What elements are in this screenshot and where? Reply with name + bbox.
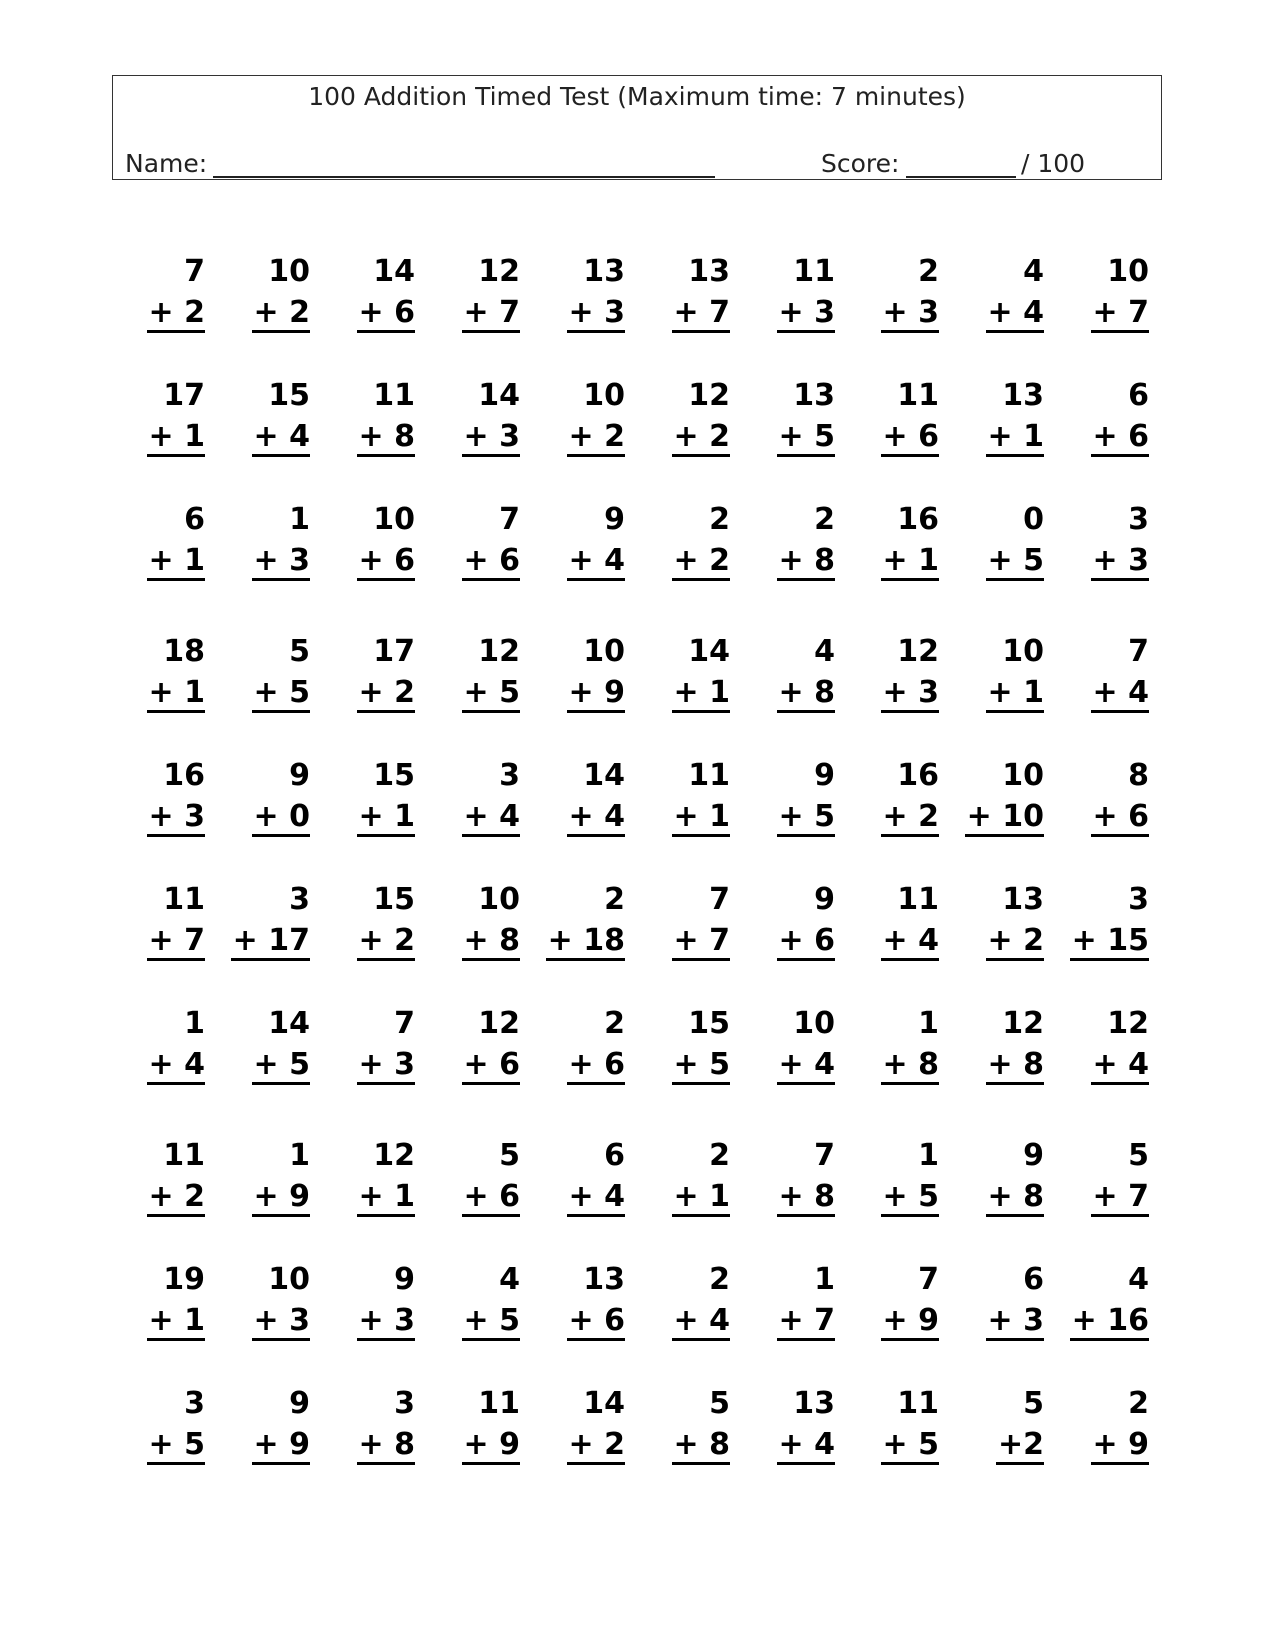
bottom-addend: + 5 [462, 676, 520, 713]
top-addend: 13 [1002, 882, 1044, 917]
bottom-addend: + 3 [357, 1048, 415, 1085]
top-addend: 19 [163, 1262, 205, 1297]
bottom-addend: + 0 [252, 800, 310, 837]
bottom-addend: + 6 [462, 1048, 520, 1085]
top-addend: 3 [289, 882, 310, 917]
top-addend: 5 [1128, 1138, 1149, 1173]
bottom-addend: + 1 [147, 676, 205, 713]
top-addend: 9 [814, 758, 835, 793]
top-addend: 11 [163, 1138, 205, 1173]
top-addend: 13 [1002, 378, 1044, 413]
top-addend: 10 [583, 634, 625, 669]
bottom-addend: + 4 [777, 1048, 835, 1085]
top-addend: 10 [583, 378, 625, 413]
bottom-addend: + 6 [462, 544, 520, 581]
top-addend: 12 [478, 634, 520, 669]
top-addend: 1 [289, 1138, 310, 1173]
bottom-addend: + 4 [567, 1180, 625, 1217]
bottom-addend: + 3 [986, 1304, 1044, 1341]
page-title: 100 Addition Timed Test (Maximum time: 7 minutes) [308, 82, 966, 111]
top-addend: 9 [814, 882, 835, 917]
top-addend: 5 [1023, 1386, 1044, 1421]
bottom-addend: + 4 [462, 800, 520, 837]
top-addend: 13 [688, 254, 730, 289]
top-addend: 14 [373, 254, 415, 289]
bottom-addend: + 3 [252, 544, 310, 581]
top-addend: 7 [184, 254, 205, 289]
top-addend: 17 [163, 378, 205, 413]
top-addend: 9 [604, 502, 625, 537]
bottom-addend: + 4 [1091, 1048, 1149, 1085]
top-addend: 8 [1128, 758, 1149, 793]
bottom-addend: + 5 [881, 1428, 939, 1465]
top-addend: 2 [709, 1262, 730, 1297]
top-addend: 15 [688, 1006, 730, 1041]
bottom-addend: + 9 [252, 1428, 310, 1465]
bottom-addend: + 9 [881, 1304, 939, 1341]
top-addend: 7 [814, 1138, 835, 1173]
top-addend: 6 [604, 1138, 625, 1173]
top-addend: 10 [793, 1006, 835, 1041]
bottom-addend: + 2 [147, 296, 205, 333]
top-addend: 3 [1128, 502, 1149, 537]
bottom-addend: + 2 [672, 544, 730, 581]
bottom-addend: + 4 [567, 544, 625, 581]
top-addend: 6 [1023, 1262, 1044, 1297]
top-addend: 16 [897, 502, 939, 537]
bottom-addend: + 1 [147, 1304, 205, 1341]
bottom-addend: + 6 [462, 1180, 520, 1217]
top-addend: 11 [897, 378, 939, 413]
top-addend: 13 [583, 1262, 625, 1297]
bottom-addend: + 6 [1091, 800, 1149, 837]
top-addend: 11 [373, 378, 415, 413]
bottom-addend: + 1 [672, 676, 730, 713]
top-addend: 17 [373, 634, 415, 669]
bottom-addend: + 8 [357, 1428, 415, 1465]
bottom-addend: + 2 [986, 924, 1044, 961]
bottom-addend: + 5 [881, 1180, 939, 1217]
bottom-addend: + 1 [357, 1180, 415, 1217]
bottom-addend: + 2 [357, 924, 415, 961]
top-addend: 11 [478, 1386, 520, 1421]
bottom-addend: + 4 [881, 924, 939, 961]
bottom-addend: + 5 [252, 1048, 310, 1085]
bottom-addend: + 3 [567, 296, 625, 333]
name-label: Name: [125, 149, 208, 178]
bottom-addend: + 8 [986, 1048, 1044, 1085]
top-addend: 12 [897, 634, 939, 669]
top-addend: 11 [793, 254, 835, 289]
bottom-addend: + 10 [965, 800, 1044, 837]
bottom-addend: + 7 [462, 296, 520, 333]
bottom-addend: + 1 [986, 420, 1044, 457]
top-addend: 11 [163, 882, 205, 917]
bottom-addend: + 18 [546, 924, 625, 961]
bottom-addend: + 9 [462, 1428, 520, 1465]
bottom-addend: + 6 [567, 1304, 625, 1341]
top-addend: 12 [688, 378, 730, 413]
top-addend: 4 [814, 634, 835, 669]
bottom-addend: + 2 [672, 420, 730, 457]
top-addend: 14 [583, 1386, 625, 1421]
bottom-addend: +2 [996, 1428, 1044, 1465]
bottom-addend: + 3 [462, 420, 520, 457]
bottom-addend: + 5 [777, 800, 835, 837]
top-addend: 7 [918, 1262, 939, 1297]
top-addend: 10 [478, 882, 520, 917]
bottom-addend: + 7 [147, 924, 205, 961]
top-addend: 4 [1023, 254, 1044, 289]
bottom-addend: + 8 [462, 924, 520, 961]
bottom-addend: + 5 [252, 676, 310, 713]
bottom-addend: + 9 [1091, 1428, 1149, 1465]
bottom-addend: + 8 [357, 420, 415, 457]
top-addend: 1 [918, 1006, 939, 1041]
bottom-addend: + 2 [147, 1180, 205, 1217]
top-addend: 5 [709, 1386, 730, 1421]
bottom-addend: + 1 [147, 420, 205, 457]
score-label: Score: [821, 149, 900, 178]
top-addend: 3 [394, 1386, 415, 1421]
bottom-addend: + 7 [1091, 296, 1149, 333]
bottom-addend: + 6 [1091, 420, 1149, 457]
top-addend: 1 [184, 1006, 205, 1041]
top-addend: 16 [897, 758, 939, 793]
bottom-addend: + 8 [777, 1180, 835, 1217]
bottom-addend: + 4 [252, 420, 310, 457]
bottom-addend: + 5 [462, 1304, 520, 1341]
bottom-addend: + 6 [881, 420, 939, 457]
bottom-addend: + 16 [1070, 1304, 1149, 1341]
top-addend: 10 [1002, 758, 1044, 793]
bottom-addend: + 7 [1091, 1180, 1149, 1217]
bottom-addend: + 3 [357, 1304, 415, 1341]
bottom-addend: + 2 [567, 1428, 625, 1465]
top-addend: 14 [688, 634, 730, 669]
top-addend: 11 [688, 758, 730, 793]
top-addend: 3 [1128, 882, 1149, 917]
bottom-addend: + 1 [357, 800, 415, 837]
top-addend: 12 [478, 254, 520, 289]
top-addend: 10 [1107, 254, 1149, 289]
bottom-addend: + 3 [147, 800, 205, 837]
top-addend: 2 [918, 254, 939, 289]
bottom-addend: + 17 [231, 924, 310, 961]
bottom-addend: + 6 [567, 1048, 625, 1085]
bottom-addend: + 1 [881, 544, 939, 581]
top-addend: 2 [709, 1138, 730, 1173]
top-addend: 12 [1107, 1006, 1149, 1041]
bottom-addend: + 5 [147, 1428, 205, 1465]
bottom-addend: + 9 [567, 676, 625, 713]
top-addend: 14 [583, 758, 625, 793]
top-addend: 16 [163, 758, 205, 793]
top-addend: 5 [289, 634, 310, 669]
top-addend: 11 [897, 882, 939, 917]
top-addend: 2 [604, 1006, 625, 1041]
bottom-addend: + 1 [147, 544, 205, 581]
bottom-addend: + 8 [881, 1048, 939, 1085]
bottom-addend: + 7 [672, 924, 730, 961]
top-addend: 10 [268, 1262, 310, 1297]
top-addend: 12 [1002, 1006, 1044, 1041]
bottom-addend: + 4 [567, 800, 625, 837]
bottom-addend: + 3 [252, 1304, 310, 1341]
top-addend: 6 [1128, 378, 1149, 413]
bottom-addend: + 9 [252, 1180, 310, 1217]
top-addend: 3 [184, 1386, 205, 1421]
bottom-addend: + 6 [357, 296, 415, 333]
bottom-addend: + 2 [881, 800, 939, 837]
bottom-addend: + 1 [986, 676, 1044, 713]
top-addend: 4 [499, 1262, 520, 1297]
bottom-addend: + 7 [672, 296, 730, 333]
top-addend: 5 [499, 1138, 520, 1173]
bottom-addend: + 7 [777, 1304, 835, 1341]
bottom-addend: + 8 [777, 544, 835, 581]
bottom-addend: + 15 [1070, 924, 1149, 961]
bottom-addend: + 4 [672, 1304, 730, 1341]
top-addend: 15 [373, 758, 415, 793]
top-addend: 10 [373, 502, 415, 537]
top-addend: 1 [814, 1262, 835, 1297]
top-addend: 2 [1128, 1386, 1149, 1421]
bottom-addend: + 1 [672, 800, 730, 837]
bottom-addend: + 6 [357, 544, 415, 581]
top-addend: 0 [1023, 502, 1044, 537]
top-addend: 2 [604, 882, 625, 917]
top-addend: 7 [1128, 634, 1149, 669]
bottom-addend: + 3 [881, 676, 939, 713]
top-addend: 2 [709, 502, 730, 537]
bottom-addend: + 1 [672, 1180, 730, 1217]
top-addend: 6 [184, 502, 205, 537]
top-addend: 12 [478, 1006, 520, 1041]
bottom-addend: + 3 [881, 296, 939, 333]
top-addend: 3 [499, 758, 520, 793]
top-addend: 7 [709, 882, 730, 917]
bottom-addend: + 8 [986, 1180, 1044, 1217]
top-addend: 4 [1128, 1262, 1149, 1297]
top-addend: 1 [289, 502, 310, 537]
top-addend: 9 [289, 758, 310, 793]
top-addend: 9 [394, 1262, 415, 1297]
top-addend: 13 [793, 378, 835, 413]
bottom-addend: + 2 [252, 296, 310, 333]
score-total: / 100 [1021, 149, 1086, 178]
top-addend: 11 [897, 1386, 939, 1421]
bottom-addend: + 2 [567, 420, 625, 457]
top-addend: 15 [268, 378, 310, 413]
top-addend: 13 [583, 254, 625, 289]
bottom-addend: + 6 [777, 924, 835, 961]
top-addend: 7 [394, 1006, 415, 1041]
top-addend: 2 [814, 502, 835, 537]
bottom-addend: + 3 [1091, 544, 1149, 581]
bottom-addend: + 4 [1091, 676, 1149, 713]
top-addend: 9 [1023, 1138, 1044, 1173]
bottom-addend: + 2 [357, 676, 415, 713]
top-addend: 1 [918, 1138, 939, 1173]
bottom-addend: + 5 [986, 544, 1044, 581]
top-addend: 15 [373, 882, 415, 917]
bottom-addend: + 5 [777, 420, 835, 457]
top-addend: 18 [163, 634, 205, 669]
bottom-addend: + 4 [777, 1428, 835, 1465]
bottom-addend: + 4 [986, 296, 1044, 333]
bottom-addend: + 8 [777, 676, 835, 713]
bottom-addend: + 4 [147, 1048, 205, 1085]
top-addend: 10 [268, 254, 310, 289]
top-addend: 13 [793, 1386, 835, 1421]
bottom-addend: + 3 [777, 296, 835, 333]
top-addend: 14 [268, 1006, 310, 1041]
top-addend: 14 [478, 378, 520, 413]
bottom-addend: + 8 [672, 1428, 730, 1465]
top-addend: 10 [1002, 634, 1044, 669]
top-addend: 12 [373, 1138, 415, 1173]
top-addend: 7 [499, 502, 520, 537]
bottom-addend: + 5 [672, 1048, 730, 1085]
top-addend: 9 [289, 1386, 310, 1421]
